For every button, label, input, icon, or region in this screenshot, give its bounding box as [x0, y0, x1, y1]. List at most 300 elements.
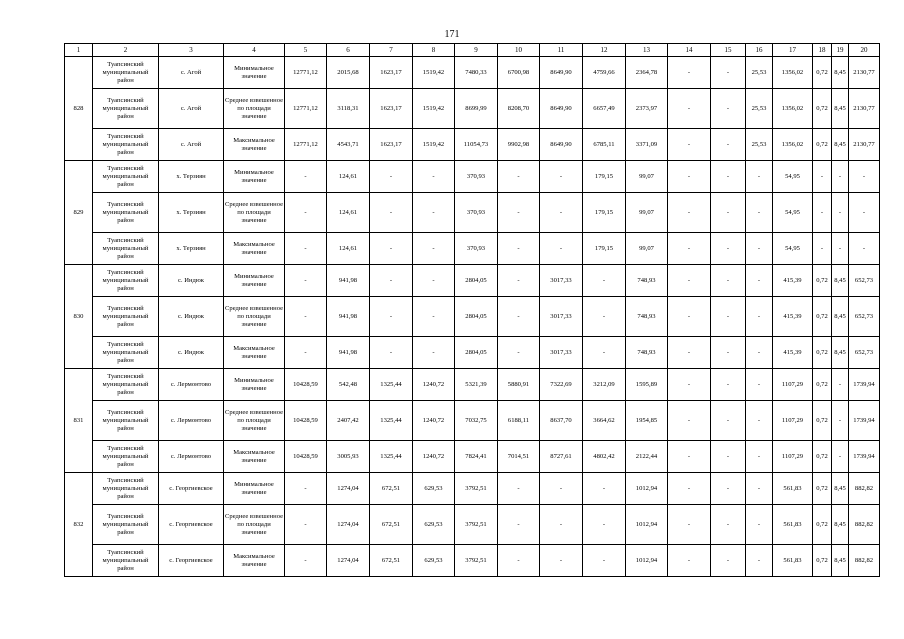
value-cell: -	[711, 369, 746, 401]
value-cell: -	[668, 233, 711, 265]
header-row	[65, 44, 880, 57]
settlement-cell: с. Агой	[159, 57, 224, 89]
value-cell: 370,93	[455, 233, 498, 265]
value-cell: 629,53	[413, 505, 455, 545]
value-cell: 2122,44	[626, 441, 668, 473]
settlement-cell: с. Лермонтово	[159, 401, 224, 441]
value-cell: -	[668, 337, 711, 369]
value-cell: 124,61	[327, 233, 370, 265]
settlement-cell: х. Терзиян	[159, 193, 224, 233]
value-cell: 3212,09	[583, 369, 626, 401]
value-cell: 4543,71	[327, 129, 370, 161]
settlement-cell: с. Агой	[159, 89, 224, 129]
value-cell: 629,53	[413, 473, 455, 505]
value-cell: -	[540, 161, 583, 193]
value-cell: 7014,51	[498, 441, 540, 473]
value-cell: 54,95	[773, 161, 813, 193]
value-cell: -	[813, 233, 832, 265]
value-cell: -	[711, 193, 746, 233]
value-type-cell: Минимальное значение	[224, 369, 285, 401]
value-cell: 1012,94	[626, 505, 668, 545]
value-cell: -	[746, 401, 773, 441]
value-cell: 1739,94	[849, 401, 880, 441]
value-cell: 8,45	[832, 265, 849, 297]
value-cell: 0,72	[813, 369, 832, 401]
column-header: 13	[626, 44, 668, 57]
value-cell: 3005,93	[327, 441, 370, 473]
value-cell: 179,15	[583, 193, 626, 233]
value-cell: 882,82	[849, 505, 880, 545]
value-cell: -	[540, 545, 583, 577]
value-cell: 0,72	[813, 441, 832, 473]
value-cell: 7322,69	[540, 369, 583, 401]
value-cell: -	[711, 89, 746, 129]
table-row	[65, 545, 880, 577]
value-cell: 12771,12	[285, 129, 327, 161]
district-cell: Туапсинский муниципальный район	[93, 545, 159, 577]
value-type-cell: Минимальное значение	[224, 473, 285, 505]
value-cell: -	[498, 473, 540, 505]
value-cell: 1519,42	[413, 57, 455, 89]
column-header: 10	[498, 44, 540, 57]
value-cell: 415,39	[773, 265, 813, 297]
value-cell: 1325,44	[370, 401, 413, 441]
value-cell: -	[498, 265, 540, 297]
value-type-cell: Минимальное значение	[224, 57, 285, 89]
value-cell: 54,95	[773, 233, 813, 265]
table-row	[65, 369, 880, 401]
value-cell: 941,98	[327, 265, 370, 297]
value-cell: 2373,97	[626, 89, 668, 129]
value-type-cell: Минимальное значение	[224, 265, 285, 297]
value-cell: -	[746, 193, 773, 233]
value-type-cell: Среднее взвешенное по площади значение	[224, 297, 285, 337]
value-cell: -	[370, 161, 413, 193]
value-cell: 8727,61	[540, 441, 583, 473]
value-cell: -	[711, 265, 746, 297]
value-cell: 1519,42	[413, 89, 455, 129]
value-cell: -	[540, 505, 583, 545]
value-cell: 1623,17	[370, 89, 413, 129]
value-cell: 179,15	[583, 233, 626, 265]
value-cell: 8,45	[832, 89, 849, 129]
value-cell: 6785,11	[583, 129, 626, 161]
value-cell: 370,93	[455, 193, 498, 233]
value-cell: 25,53	[746, 89, 773, 129]
district-cell: Туапсинский муниципальный район	[93, 369, 159, 401]
value-cell: -	[540, 193, 583, 233]
column-header: 16	[746, 44, 773, 57]
value-cell: 0,72	[813, 89, 832, 129]
value-cell: -	[583, 473, 626, 505]
value-cell: 1519,42	[413, 129, 455, 161]
value-cell: 12771,12	[285, 57, 327, 89]
value-cell: 12771,12	[285, 89, 327, 129]
column-header: 18	[813, 44, 832, 57]
value-cell: 3664,62	[583, 401, 626, 441]
value-cell: 561,83	[773, 545, 813, 577]
value-cell: 1356,02	[773, 89, 813, 129]
value-cell: -	[746, 473, 773, 505]
value-cell: 3017,33	[540, 265, 583, 297]
value-cell: 0,72	[813, 505, 832, 545]
district-cell: Туапсинский муниципальный район	[93, 265, 159, 297]
value-cell: 672,51	[370, 473, 413, 505]
value-cell: -	[832, 193, 849, 233]
district-cell: Туапсинский муниципальный район	[93, 505, 159, 545]
column-header: 20	[849, 44, 880, 57]
value-cell: -	[498, 545, 540, 577]
column-header: 5	[285, 44, 327, 57]
value-cell: -	[668, 369, 711, 401]
value-type-cell: Среднее взвешенное по площади значение	[224, 505, 285, 545]
value-cell: 99,07	[626, 161, 668, 193]
value-cell: 10428,59	[285, 369, 327, 401]
value-cell: -	[849, 233, 880, 265]
value-cell: 1325,44	[370, 441, 413, 473]
district-cell: Туапсинский муниципальный район	[93, 297, 159, 337]
value-cell: -	[668, 441, 711, 473]
value-cell: 1107,29	[773, 441, 813, 473]
value-cell: 415,39	[773, 297, 813, 337]
column-header: 17	[773, 44, 813, 57]
value-cell: 9902,98	[498, 129, 540, 161]
value-type-cell: Максимальное значение	[224, 337, 285, 369]
value-cell: 8637,70	[540, 401, 583, 441]
value-cell: 2130,77	[849, 129, 880, 161]
value-cell: -	[711, 233, 746, 265]
value-cell: -	[370, 193, 413, 233]
group-number-cell: 829	[65, 161, 93, 265]
value-cell: 1623,17	[370, 57, 413, 89]
value-cell: 4759,66	[583, 57, 626, 89]
value-cell: 1739,94	[849, 441, 880, 473]
value-cell: 1325,44	[370, 369, 413, 401]
value-cell: 2804,05	[455, 297, 498, 337]
value-cell: -	[370, 297, 413, 337]
value-cell: -	[711, 545, 746, 577]
value-cell: -	[285, 545, 327, 577]
value-cell: -	[285, 473, 327, 505]
value-cell: -	[413, 297, 455, 337]
settlement-cell: с. Индюк	[159, 265, 224, 297]
group-number-cell: 832	[65, 473, 93, 577]
value-cell: -	[746, 161, 773, 193]
value-cell: -	[711, 129, 746, 161]
value-cell: -	[746, 505, 773, 545]
district-cell: Туапсинский муниципальный район	[93, 441, 159, 473]
value-cell: -	[413, 337, 455, 369]
value-cell: 1623,17	[370, 129, 413, 161]
value-cell: 3792,51	[455, 473, 498, 505]
value-type-cell: Максимальное значение	[224, 233, 285, 265]
value-cell: 25,53	[746, 57, 773, 89]
value-cell: 8649,90	[540, 57, 583, 89]
value-cell: 1274,04	[327, 545, 370, 577]
value-cell: -	[832, 233, 849, 265]
settlement-cell: с. Агой	[159, 129, 224, 161]
value-cell: 7032,75	[455, 401, 498, 441]
group-number-cell: 831	[65, 369, 93, 473]
column-header: 9	[455, 44, 498, 57]
value-cell: -	[498, 297, 540, 337]
value-cell: 8649,90	[540, 89, 583, 129]
district-cell: Туапсинский муниципальный район	[93, 57, 159, 89]
value-cell: 124,61	[327, 193, 370, 233]
value-cell: 0,72	[813, 545, 832, 577]
value-cell: -	[540, 233, 583, 265]
value-cell: 1240,72	[413, 401, 455, 441]
value-cell: -	[746, 369, 773, 401]
value-cell: 54,95	[773, 193, 813, 233]
value-cell: 748,93	[626, 337, 668, 369]
column-header: 7	[370, 44, 413, 57]
value-cell: 370,93	[455, 161, 498, 193]
value-cell: -	[832, 369, 849, 401]
value-cell: 0,72	[813, 57, 832, 89]
value-cell: -	[285, 233, 327, 265]
value-cell: 652,73	[849, 297, 880, 337]
value-cell: 1739,94	[849, 369, 880, 401]
value-cell: 5321,39	[455, 369, 498, 401]
value-cell: -	[285, 297, 327, 337]
group-number-cell: 830	[65, 265, 93, 369]
value-cell: 2130,77	[849, 57, 880, 89]
value-cell: 3792,51	[455, 545, 498, 577]
value-cell: 561,83	[773, 473, 813, 505]
settlement-cell: х. Терзиян	[159, 161, 224, 193]
value-cell: 1240,72	[413, 441, 455, 473]
value-cell: -	[413, 265, 455, 297]
value-cell: 179,15	[583, 161, 626, 193]
value-cell: 124,61	[327, 161, 370, 193]
value-cell: 2407,42	[327, 401, 370, 441]
value-cell: -	[668, 193, 711, 233]
value-cell: -	[668, 265, 711, 297]
column-header: 6	[327, 44, 370, 57]
value-cell: -	[711, 441, 746, 473]
district-cell: Туапсинский муниципальный район	[93, 89, 159, 129]
value-cell: -	[668, 545, 711, 577]
value-cell: -	[746, 265, 773, 297]
value-cell: -	[498, 233, 540, 265]
value-cell: 8,45	[832, 57, 849, 89]
value-cell: -	[583, 545, 626, 577]
table-row	[65, 297, 880, 337]
table-row	[65, 89, 880, 129]
value-cell: -	[498, 161, 540, 193]
value-cell: 629,53	[413, 545, 455, 577]
value-cell: 8649,90	[540, 129, 583, 161]
value-cell: -	[583, 505, 626, 545]
value-cell: 1595,89	[626, 369, 668, 401]
value-cell: 8208,70	[498, 89, 540, 129]
value-cell: 0,72	[813, 473, 832, 505]
value-cell: -	[668, 57, 711, 89]
value-cell: 561,83	[773, 505, 813, 545]
value-type-cell: Среднее взвешенное по площади значение	[224, 89, 285, 129]
value-cell: 1012,94	[626, 545, 668, 577]
value-cell: 1356,02	[773, 129, 813, 161]
value-cell: 0,72	[813, 337, 832, 369]
district-cell: Туапсинский муниципальный район	[93, 401, 159, 441]
settlement-cell: с. Георгиевское	[159, 545, 224, 577]
value-cell: 2015,68	[327, 57, 370, 89]
value-cell: -	[668, 505, 711, 545]
value-cell: 3371,09	[626, 129, 668, 161]
value-cell: 1240,72	[413, 369, 455, 401]
value-cell: 6700,98	[498, 57, 540, 89]
table-row	[65, 57, 880, 89]
table-row	[65, 161, 880, 193]
value-cell: 8,45	[832, 505, 849, 545]
table-row	[65, 265, 880, 297]
value-cell: 11054,73	[455, 129, 498, 161]
page-number: 171	[444, 29, 460, 40]
value-cell: 5880,91	[498, 369, 540, 401]
data-table	[64, 43, 880, 577]
value-cell: 3118,31	[327, 89, 370, 129]
column-header: 11	[540, 44, 583, 57]
table-row	[65, 401, 880, 441]
value-cell: -	[498, 337, 540, 369]
value-cell: -	[583, 297, 626, 337]
value-cell: 748,93	[626, 297, 668, 337]
value-cell: 8,45	[832, 545, 849, 577]
value-cell: 8699,99	[455, 89, 498, 129]
value-cell: -	[849, 193, 880, 233]
value-cell: -	[668, 297, 711, 337]
value-cell: 6188,11	[498, 401, 540, 441]
table-row	[65, 193, 880, 233]
value-cell: 1107,29	[773, 401, 813, 441]
value-cell: -	[832, 441, 849, 473]
value-cell: 1012,94	[626, 473, 668, 505]
value-cell: -	[849, 161, 880, 193]
value-cell: 3017,33	[540, 337, 583, 369]
value-cell: -	[285, 337, 327, 369]
value-cell: -	[370, 233, 413, 265]
value-cell: 0,72	[813, 297, 832, 337]
value-cell: 0,72	[813, 265, 832, 297]
value-cell: 7824,41	[455, 441, 498, 473]
table-row	[65, 337, 880, 369]
value-cell: -	[711, 57, 746, 89]
value-cell: -	[832, 401, 849, 441]
value-cell: -	[832, 161, 849, 193]
value-cell: 2804,05	[455, 337, 498, 369]
value-cell: 652,73	[849, 265, 880, 297]
column-header: 1	[65, 44, 93, 57]
value-cell: -	[498, 193, 540, 233]
district-cell: Туапсинский муниципальный район	[93, 129, 159, 161]
value-cell: -	[746, 545, 773, 577]
district-cell: Туапсинский муниципальный район	[93, 473, 159, 505]
value-cell: -	[813, 193, 832, 233]
value-cell: 3017,33	[540, 297, 583, 337]
column-header: 8	[413, 44, 455, 57]
district-cell: Туапсинский муниципальный район	[93, 337, 159, 369]
value-cell: -	[285, 505, 327, 545]
value-cell: 1356,02	[773, 57, 813, 89]
table-row	[65, 441, 880, 473]
value-cell: 2804,05	[455, 265, 498, 297]
value-cell: -	[370, 337, 413, 369]
value-cell: 10428,59	[285, 401, 327, 441]
column-header: 15	[711, 44, 746, 57]
table-body	[65, 57, 880, 577]
settlement-cell: с. Индюк	[159, 297, 224, 337]
settlement-cell: с. Георгиевское	[159, 473, 224, 505]
value-cell: -	[370, 265, 413, 297]
value-cell: 10428,59	[285, 441, 327, 473]
value-cell: 0,72	[813, 129, 832, 161]
table-row	[65, 473, 880, 505]
district-cell: Туапсинский муниципальный район	[93, 233, 159, 265]
value-cell: -	[746, 297, 773, 337]
column-header: 14	[668, 44, 711, 57]
value-cell: -	[711, 297, 746, 337]
value-cell: -	[668, 401, 711, 441]
value-cell: 8,45	[832, 337, 849, 369]
value-cell: -	[285, 193, 327, 233]
value-type-cell: Максимальное значение	[224, 129, 285, 161]
value-cell: -	[413, 161, 455, 193]
value-cell: 1107,29	[773, 369, 813, 401]
district-cell: Туапсинский муниципальный район	[93, 161, 159, 193]
group-number-cell: 828	[65, 57, 93, 161]
value-cell: 2364,78	[626, 57, 668, 89]
value-cell: -	[711, 473, 746, 505]
district-cell: Туапсинский муниципальный район	[93, 193, 159, 233]
value-cell: 6657,49	[583, 89, 626, 129]
value-cell: 4802,42	[583, 441, 626, 473]
value-cell: 99,07	[626, 193, 668, 233]
value-cell: 1274,04	[327, 505, 370, 545]
value-cell: -	[285, 161, 327, 193]
value-cell: 941,98	[327, 297, 370, 337]
settlement-cell: с. Индюк	[159, 337, 224, 369]
table-row	[65, 129, 880, 161]
value-cell: 672,51	[370, 545, 413, 577]
value-cell: 7480,33	[455, 57, 498, 89]
value-cell: 8,45	[832, 473, 849, 505]
value-cell: -	[540, 473, 583, 505]
value-cell: 1274,04	[327, 473, 370, 505]
value-type-cell: Максимальное значение	[224, 441, 285, 473]
value-cell: 2130,77	[849, 89, 880, 129]
value-cell: 3792,51	[455, 505, 498, 545]
value-cell: 542,48	[327, 369, 370, 401]
value-cell: -	[285, 265, 327, 297]
column-header: 3	[159, 44, 224, 57]
value-type-cell: Среднее взвешенное по площади значение	[224, 193, 285, 233]
value-cell: -	[583, 265, 626, 297]
value-cell: -	[711, 337, 746, 369]
value-cell: -	[583, 337, 626, 369]
value-cell: 8,45	[832, 129, 849, 161]
column-header: 19	[832, 44, 849, 57]
value-cell: 8,45	[832, 297, 849, 337]
value-cell: -	[813, 161, 832, 193]
value-cell: -	[746, 337, 773, 369]
table-row	[65, 233, 880, 265]
value-type-cell: Минимальное значение	[224, 161, 285, 193]
settlement-cell: х. Терзиян	[159, 233, 224, 265]
column-header: 2	[93, 44, 159, 57]
value-cell: 941,98	[327, 337, 370, 369]
value-cell: 1954,85	[626, 401, 668, 441]
